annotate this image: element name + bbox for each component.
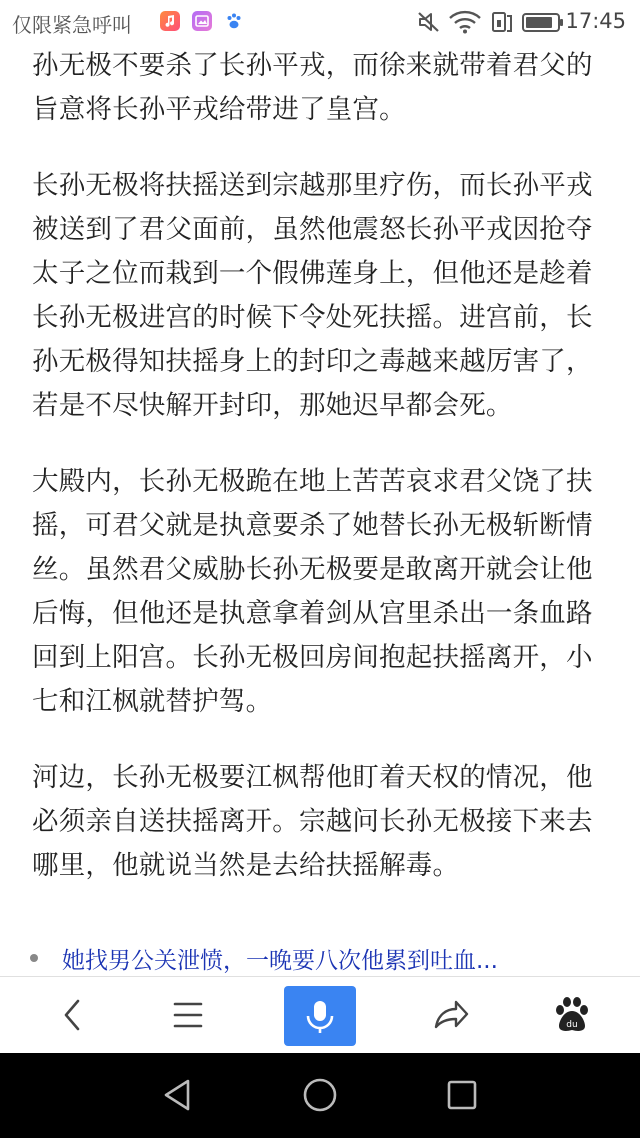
article-paragraph: 大殿内，长孙无极跪在地上苦苦哀求君父饶了扶摇，可君父就是执意要杀了她替长孙无极斩断情丝。虽然君父威胁长孙无极要是敢离开就会让他后悔，但他还是执意拿着剑从宫里杀出一条血路回到上阳宫。长孙无极回房间抱起扶摇离开，小七和江枫就替护驾。 [32,466,593,717]
related-article-link[interactable]: 她找男公关泄愤，一晚要八次他累到吐血... [62,948,498,974]
article-paragraph: 长孙无极将扶摇送到宗越那里疗伤，而长孙平戎被送到了君父面前，虽然他震怒长孙平戎因抢夺太子之位而栽到一个假佛莲身上，但他还是趁着长孙无极进宫的时候下令处死扶摇。进宫前，长孙无极得知扶摇身上的封印之毒越来越厉害了，若是不尽快解开封印，那她迟早都会死。 [32,170,593,421]
article-paragraph: 孙无极不要杀了长孙平戎，而徐来就带着君父的旨意将长孙平戎给带进了皇宫。 [32,50,593,125]
system-nav-bar [0,1053,640,1138]
clock: 17:45 [565,9,626,33]
menu-button[interactable] [148,977,228,1053]
bullet-dot [30,954,38,962]
article-paragraph: 河边，长孙无极要江枫帮他盯着天权的情况，他必须亲自送扶摇离开。宗越问长孙无极接下来去哪里，他就说当然是去给扶摇解毒。 [32,762,593,881]
share-button[interactable] [410,977,490,1053]
carrier-text: 仅限紧急呼叫 [12,13,132,37]
nav-recents-button[interactable] [417,1053,507,1138]
home-circle-icon [275,1053,365,1138]
share-icon [410,977,490,1053]
back-icon [32,977,112,1053]
baidu-home-button[interactable] [532,977,612,1053]
baidu-paw-icon [532,977,612,1053]
article-body [32,44,608,920]
wifi-icon [448,10,482,38]
bottom-toolbar [0,976,640,1053]
baidu-app-icon [224,11,244,31]
status-bar [0,0,640,44]
back-triangle-icon [132,1053,222,1138]
voice-search-button[interactable] [284,986,356,1046]
related-article-item[interactable] [30,938,610,978]
svg-text:du: du [566,1020,578,1030]
mute-icon [416,10,442,38]
back-button[interactable] [32,977,112,1053]
menu-icon [148,977,228,1053]
battery-icon [522,10,564,38]
gallery-app-icon [192,11,212,31]
recents-square-icon [417,1053,507,1138]
nav-home-button[interactable] [275,1053,365,1138]
microphone-icon [284,986,356,1046]
music-app-icon [160,11,180,31]
nav-back-button[interactable] [132,1053,222,1138]
sim-signal-icon [490,10,514,38]
